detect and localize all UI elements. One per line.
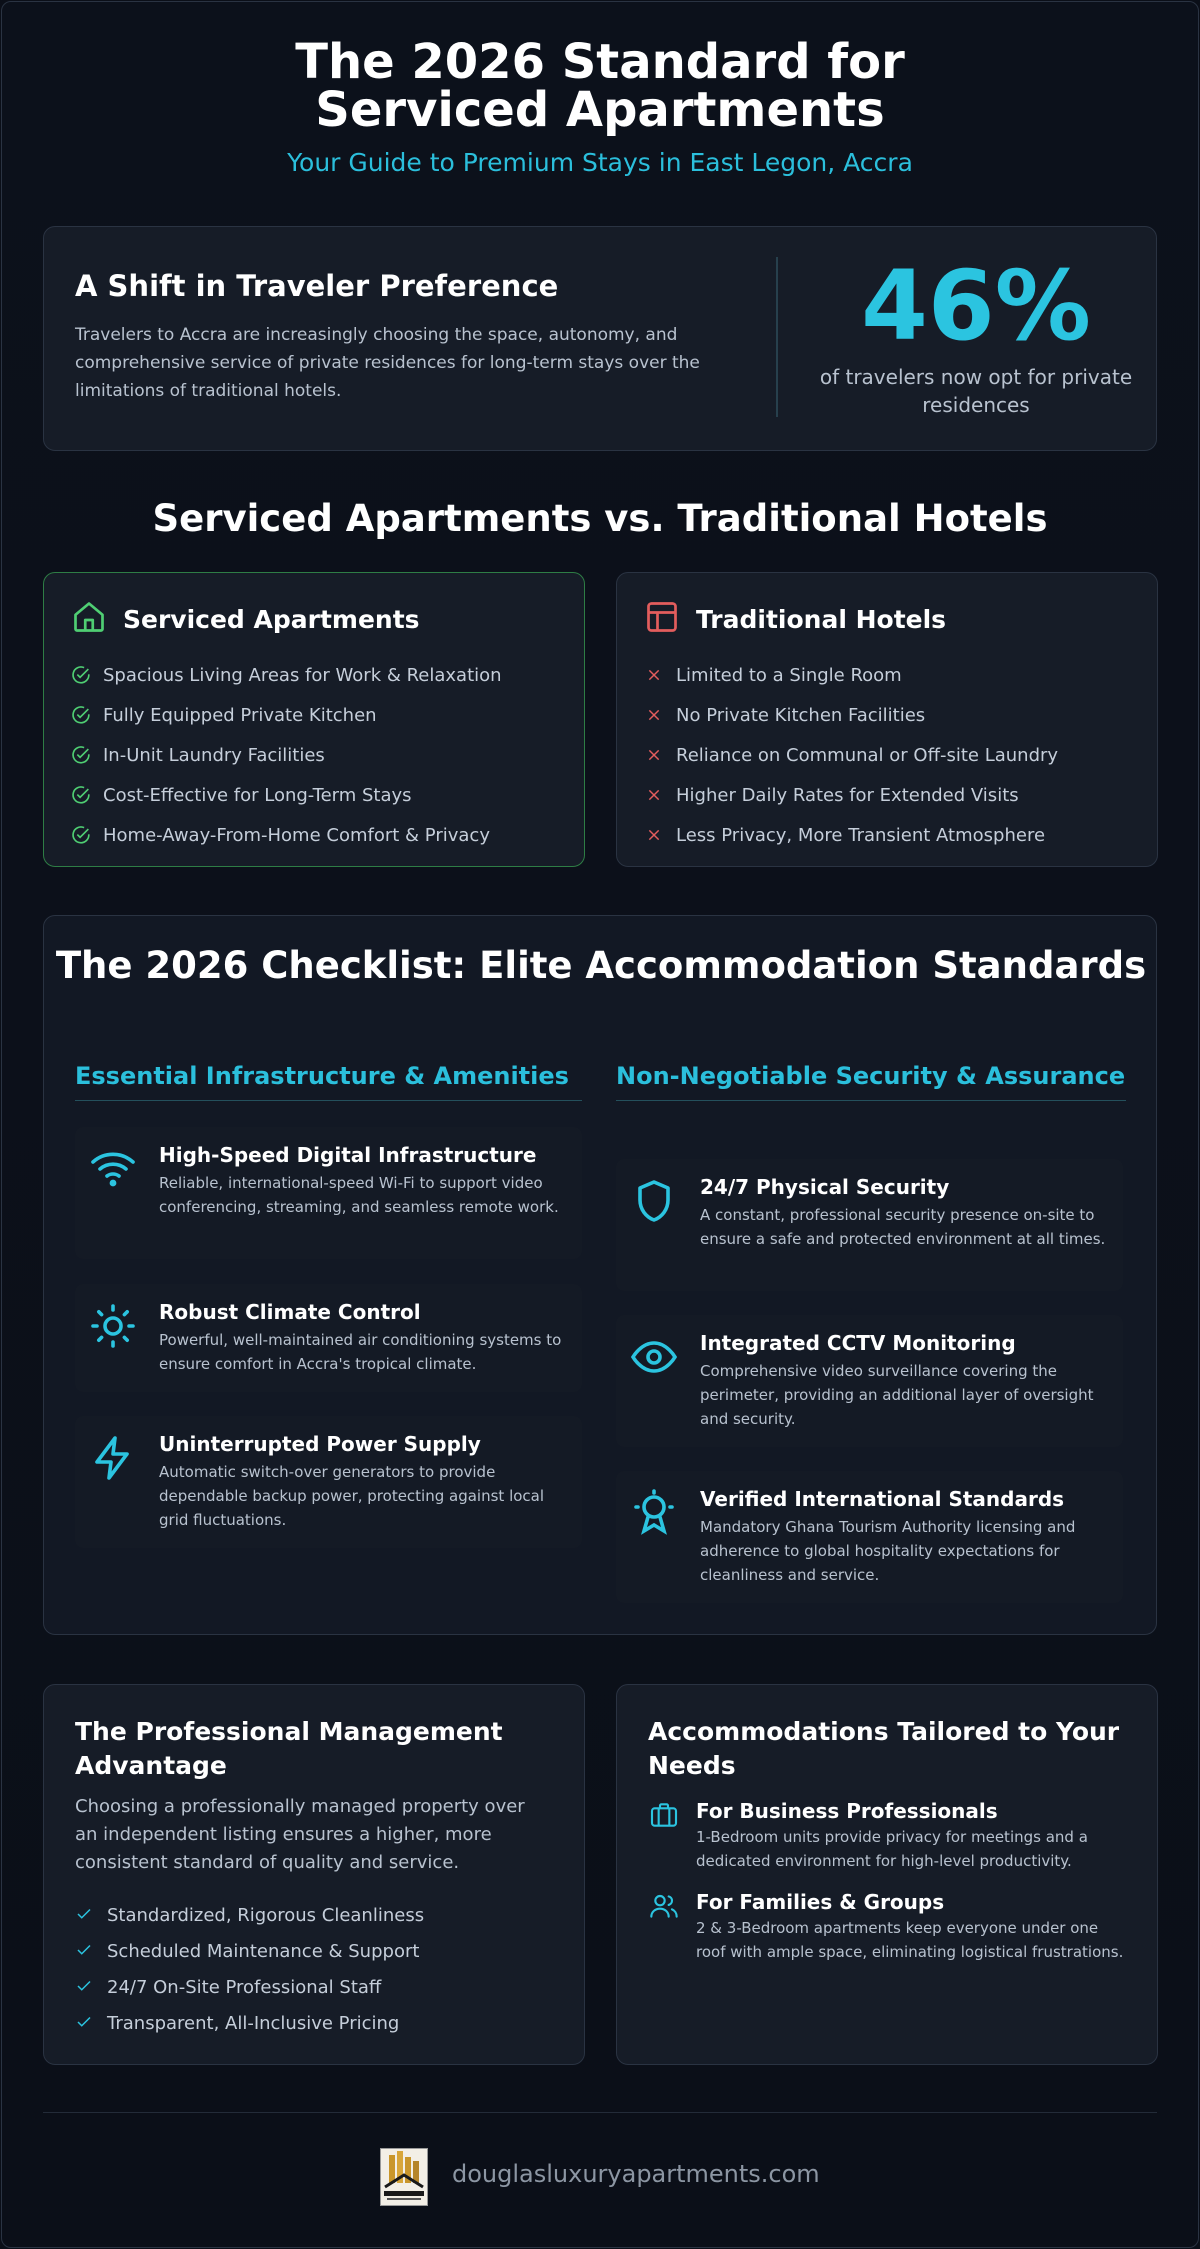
management-item-text: Transparent, All-Inclusive Pricing (107, 2012, 400, 2034)
hotel-drawback-text: Limited to a Single Room (676, 664, 902, 686)
feature-item (616, 1471, 1123, 1603)
hotel-drawback-text: Less Privacy, More Transient Atmosphere (676, 824, 1046, 846)
management-card (43, 1684, 585, 2065)
home-icon (71, 599, 107, 639)
apartment-benefit-item (69, 775, 502, 815)
feature-item (616, 1315, 1123, 1447)
feature-desc: A constant, professional security presence on-site to ensure a safe and protected environment at all times. (700, 1206, 1106, 1248)
feature-title: Verified International Standards (700, 1487, 1065, 1511)
feature-desc: Reliable, international-speed Wi-Fi to support video conferencing, streaming, and seamless remote work. (159, 1174, 559, 1216)
management-list-item (75, 1969, 424, 2005)
feature-desc: Automatic switch-over generators to provide dependable backup power, protecting against local grid fluctuations. (159, 1463, 545, 1529)
check-circle-icon (69, 823, 93, 847)
x-icon (642, 703, 666, 727)
traveler-preference-card (43, 226, 1157, 451)
checklist-card (43, 915, 1157, 1635)
footer-divider (43, 2112, 1157, 2113)
feature-item (75, 1284, 582, 1392)
audience-title: For Business Professionals (696, 1799, 998, 1823)
badge-icon (630, 1489, 678, 1537)
serviced-apartments-card (43, 572, 585, 867)
apartment-benefit-text: Fully Equipped Private Kitchen (103, 704, 377, 726)
apartment-benefit-text: In-Unit Laundry Facilities (103, 744, 325, 766)
hotel-drawback-text: Reliance on Communal or Off-site Laundry (676, 744, 1059, 766)
layout-icon (644, 599, 680, 639)
x-icon (642, 663, 666, 687)
comparison-title: Serviced Apartments vs. Traditional Hotels (152, 497, 1048, 540)
stat-value: 46% (861, 250, 1091, 362)
checklist-title: The 2026 Checklist: Elite Accommodation Standards (55, 944, 1147, 987)
stat-caption: of travelers now opt for private residences (819, 365, 1133, 417)
feature-item (75, 1127, 582, 1259)
feature-desc: Powerful, well-maintained air conditioning systems to ensure comfort in Accra's tropical climate. (159, 1331, 562, 1373)
infrastructure-heading: Essential Infrastructure & Amenities (75, 1060, 582, 1101)
hotels-title: Traditional Hotels (696, 604, 947, 634)
check-circle-icon (69, 663, 93, 687)
apartment-benefit-text: Home-Away-From-Home Comfort & Privacy (103, 824, 490, 846)
apartment-benefit-text: Cost-Effective for Long-Term Stays (103, 784, 412, 806)
apartment-benefit-item (69, 735, 502, 775)
tailored-card (616, 1684, 1158, 2065)
wifi-icon (89, 1145, 137, 1193)
management-list-item (75, 1933, 424, 1969)
feature-item (75, 1416, 582, 1548)
apartments-title: Serviced Apartments (123, 604, 420, 634)
apartment-benefit-item (69, 695, 502, 735)
management-item-text: 24/7 On-Site Professional Staff (107, 1976, 382, 1998)
website-link[interactable]: douglasluxuryapartments.com (452, 2160, 820, 2188)
audience-desc: 1-Bedroom units provide privacy for meetings and a dedicated environment for high-level productivity. (696, 1828, 1088, 1870)
apartment-benefit-text: Spacious Living Areas for Work & Relaxation (103, 664, 502, 686)
feature-item (616, 1159, 1123, 1291)
feature-title: Robust Climate Control (159, 1300, 421, 1324)
check-circle-icon (69, 783, 93, 807)
check-icon (75, 1905, 95, 1925)
vertical-divider (776, 257, 778, 417)
traditional-hotels-card (616, 572, 1158, 867)
check-icon (75, 1941, 95, 1961)
feature-title: High-Speed Digital Infrastructure (159, 1143, 537, 1167)
feature-title: 24/7 Physical Security (700, 1175, 950, 1199)
douglas-logo (380, 2148, 428, 2206)
shift-title: A Shift in Traveler Preference (75, 269, 559, 303)
check-circle-icon (69, 703, 93, 727)
check-circle-icon (69, 743, 93, 767)
shift-body: Travelers to Accra are increasingly choosing the space, autonomy, and comprehensive service of private residences for long-term stays over the limitations of traditional hotels. (75, 325, 700, 401)
feature-desc: Comprehensive video surveillance covering the perimeter, providing an additional layer of oversight and security. (700, 1362, 1094, 1428)
sun-icon (89, 1302, 137, 1350)
tailored-title: Accommodations Tailored to Your Needs (648, 1717, 1120, 1780)
x-icon (642, 783, 666, 807)
feature-title: Uninterrupted Power Supply (159, 1432, 481, 1456)
feature-desc: Mandatory Ghana Tourism Authority licensing and adherence to global hospitality expectations for cleanliness and service. (700, 1518, 1076, 1584)
x-icon (642, 823, 666, 847)
security-heading: Non-Negotiable Security & Assurance (616, 1060, 1126, 1101)
hotel-drawback-text: No Private Kitchen Facilities (676, 704, 926, 726)
hotel-drawback-item (642, 815, 1058, 855)
check-icon (75, 1977, 95, 1997)
shield-icon (630, 1177, 678, 1225)
hotel-drawback-item (642, 695, 1058, 735)
check-icon (75, 2013, 95, 2033)
users-icon (648, 1890, 680, 1922)
page-title: The 2026 Standard for Serviced Apartments (295, 34, 905, 138)
audience-item (648, 1890, 1128, 1990)
apartment-benefit-item (69, 815, 502, 855)
management-list-item (75, 1897, 424, 1933)
hotel-drawback-item (642, 735, 1058, 775)
audience-item (648, 1799, 1128, 1879)
briefcase-icon (648, 1799, 680, 1831)
eye-icon (630, 1333, 678, 1381)
management-item-text: Scheduled Maintenance & Support (107, 1940, 420, 1962)
page-subtitle: Your Guide to Premium Stays in East Legon, Accra (287, 148, 913, 177)
hotel-drawback-item (642, 655, 1058, 695)
audience-desc: 2 & 3-Bedroom apartments keep everyone under one roof with ample space, eliminating logistical frustrations. (696, 1919, 1124, 1961)
audience-title: For Families & Groups (696, 1890, 945, 1914)
management-item-text: Standardized, Rigorous Cleanliness (107, 1904, 425, 1926)
apartment-benefit-item (69, 655, 502, 695)
x-icon (642, 743, 666, 767)
lightning-icon (89, 1434, 137, 1482)
page-header (0, 34, 1200, 177)
hotel-drawback-item (642, 775, 1058, 815)
management-body: Choosing a professionally managed property over an independent listing ensures a higher, more consistent standard of quality and service. (75, 1796, 525, 1873)
hotel-drawback-text: Higher Daily Rates for Extended Visits (676, 784, 1019, 806)
management-title: The Professional Management Advantage (75, 1717, 503, 1780)
feature-title: Integrated CCTV Monitoring (700, 1331, 1016, 1355)
management-list-item (75, 2005, 424, 2041)
